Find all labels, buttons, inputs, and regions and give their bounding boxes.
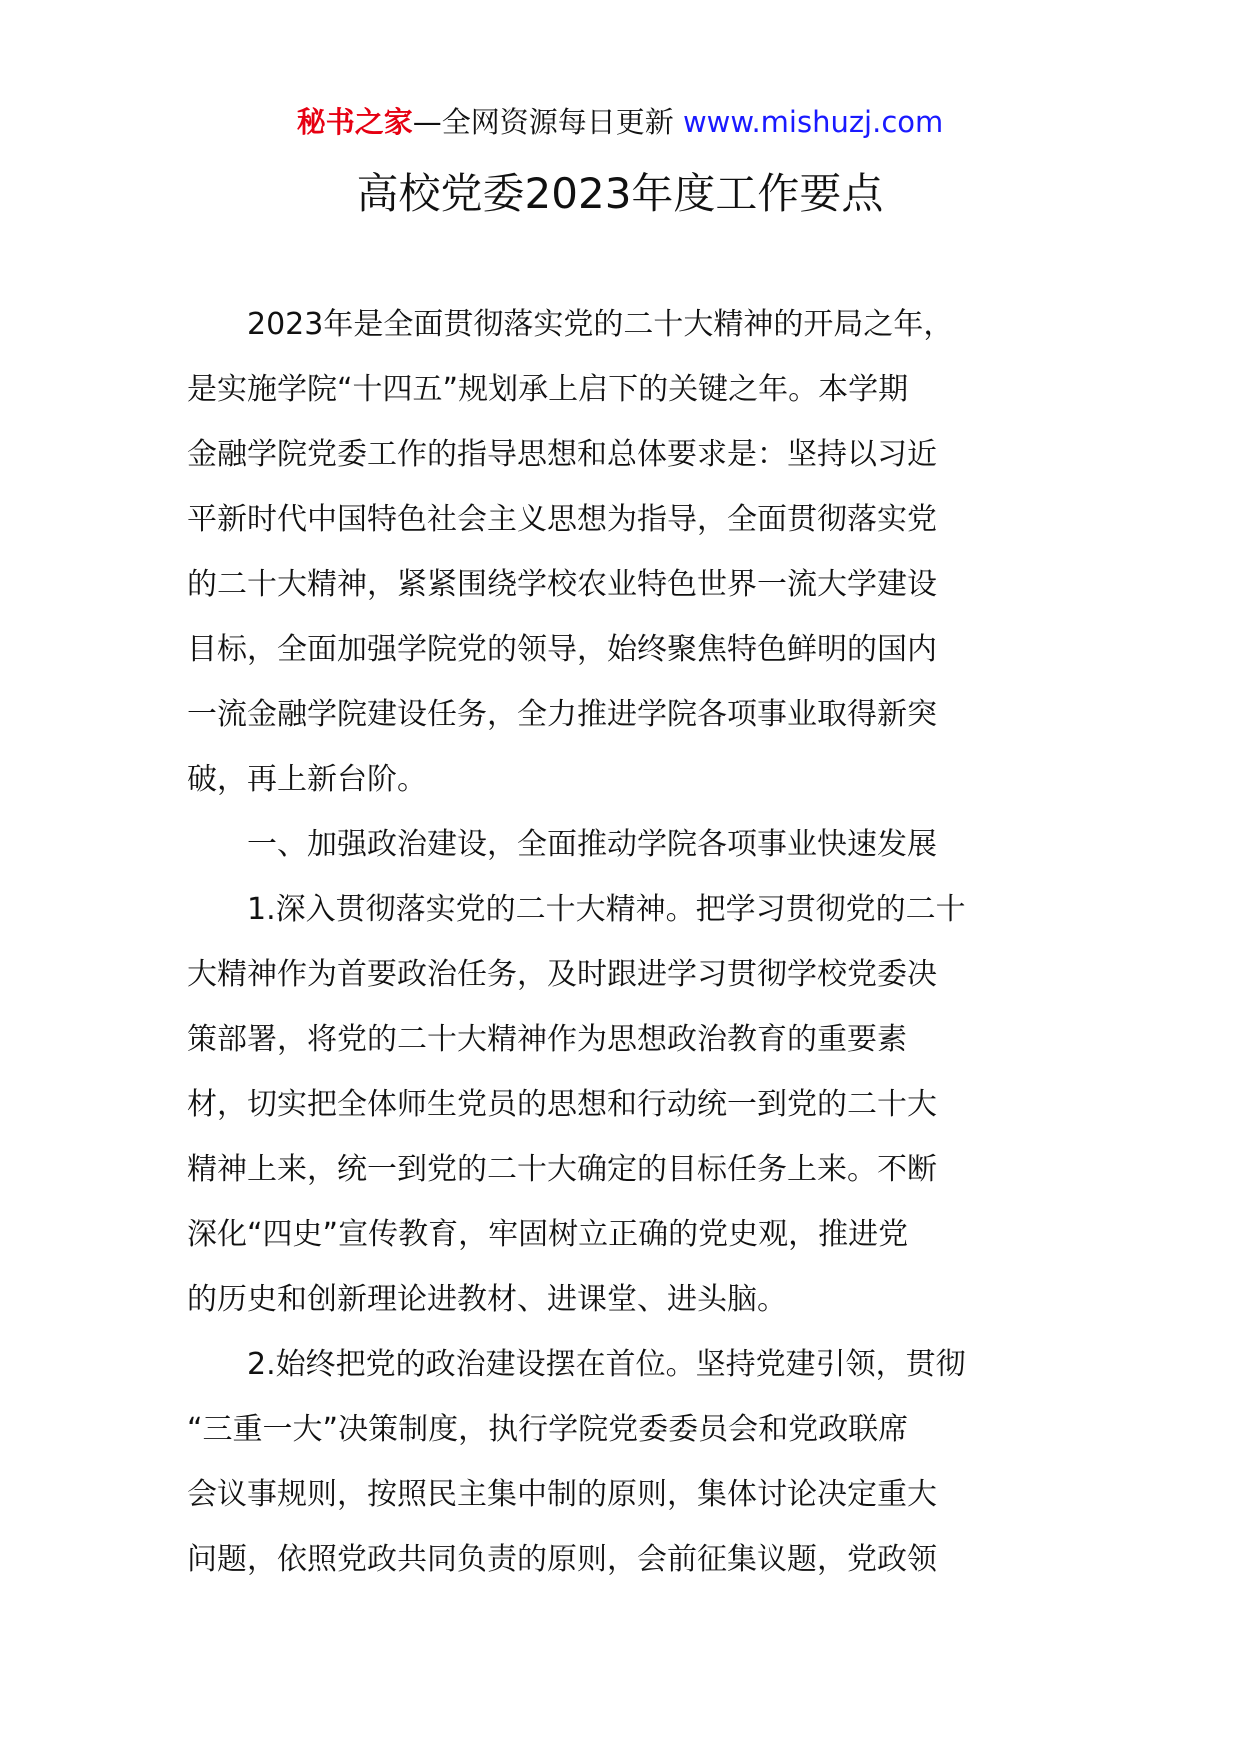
text-line: 精神上来，统一到党的二十大确定的目标任务上来。不断: [187, 1152, 937, 1187]
text-line: “三重一大”决策制度，执行学院党委委员会和党政联席: [187, 1412, 909, 1447]
text-line: 大精神作为首要政治任务，及时跟进学习贯彻学校党委决: [187, 957, 937, 992]
brand-name: 秘书之家: [296, 105, 413, 139]
text-line: 平新时代中国特色社会主义思想为指导，全面贯彻落实党: [187, 502, 937, 537]
section-heading: 一、加强政治建设，全面推动学院各项事业快速发展: [187, 827, 937, 862]
text-line: 策部署，将党的二十大精神作为思想政治教育的重要素: [187, 1022, 907, 1057]
text-line: 2.始终把党的政治建设摆在首位。坚持党建引领，贯彻: [187, 1347, 966, 1382]
text-line: 2023年是全面贯彻落实党的二十大精神的开局之年，: [187, 307, 954, 342]
text-line: 一流金融学院建设任务，全力推进学院各项事业取得新突: [187, 697, 937, 732]
site-url-link[interactable]: www.mishuzj.com: [682, 105, 944, 139]
text-line: 的二十大精神，紧紧围绕学校农业特色世界一流大学建设: [187, 567, 937, 602]
text-line: 破，再上新台阶。: [187, 762, 427, 797]
text-line: 金融学院党委工作的指导思想和总体要求是：坚持以习近: [187, 437, 937, 472]
text-line: 是实施学院“十四五”规划承上启下的关键之年。本学期: [187, 372, 909, 407]
text-line: 的历史和创新理论进教材、进课堂、进头脑。: [187, 1282, 787, 1317]
text-line: 1.深入贯彻落实党的二十大精神。把学习贯彻党的二十: [187, 892, 966, 927]
document-body: [187, 292, 1055, 1592]
text-line: 问题，依照党政共同负责的原则，会前征集议题，党政领: [187, 1542, 937, 1577]
text-line: 材，切实把全体师生党员的思想和行动统一到党的二十大: [187, 1087, 937, 1122]
text-line: 目标，全面加强学院党的领导，始终聚焦特色鲜明的国内: [187, 632, 937, 667]
text-line: 会议事规则，按照民主集中制的原则，集体讨论决定重大: [187, 1477, 937, 1512]
text-line: 深化“四史”宣传教育，牢固树立正确的党史观，推进党: [187, 1217, 909, 1252]
document-title: 高校党委2023年度工作要点: [356, 169, 884, 218]
header-tagline: —全网资源每日更新: [412, 105, 683, 139]
source-header: [0, 102, 1240, 142]
